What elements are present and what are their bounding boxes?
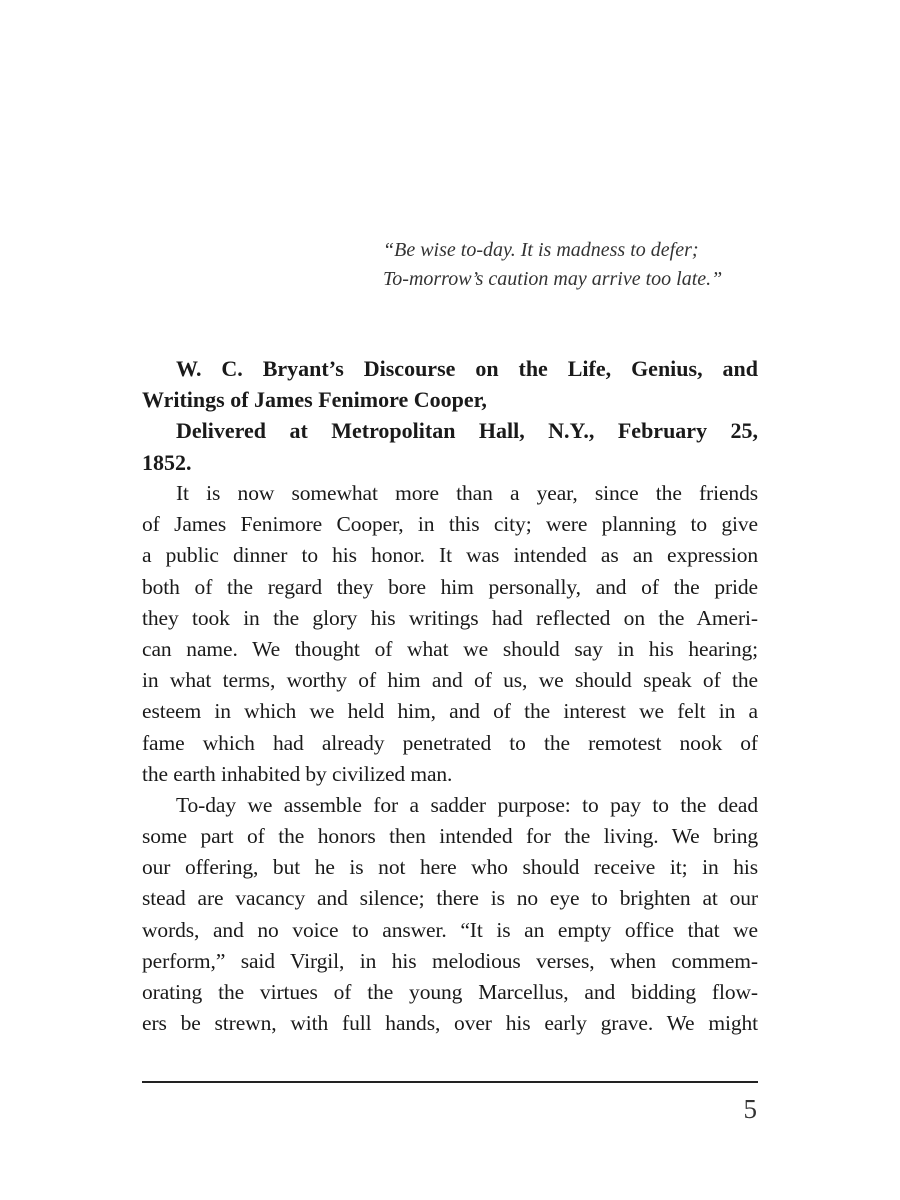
- paragraph-line: esteem in which we held him, and of the interest we felt in a: [142, 699, 758, 724]
- paragraph-line: stead are vacancy and silence; there is no eye to brighten at our: [142, 886, 758, 911]
- paragraph-line: the earth inhabited by civilized man.: [142, 761, 453, 786]
- footer-rule: [142, 1081, 758, 1083]
- paragraph-line: in what terms, worthy of him and of us, we should speak of the: [142, 668, 758, 693]
- paragraph-line: both of the regard they bore him personally, and of the pride: [142, 574, 758, 599]
- paragraph: [142, 790, 758, 1040]
- paragraph-line: of James Fenimore Cooper, in this city; were planning to give: [142, 512, 758, 537]
- paragraph-line: words, and no voice to answer. “It is an empty office that we: [142, 917, 758, 942]
- paragraph-line: To-day we assemble for a sadder purpose: to pay to the dead: [176, 792, 758, 817]
- title-line: W. C. Bryant’s Discourse on the Life, Genius, and: [176, 356, 758, 381]
- paragraph-line: our offering, but he is not here who should receive it; in his: [142, 855, 758, 880]
- epigraph-line: “Be wise to-day. It is madness to defer;: [383, 239, 699, 261]
- epigraph-line: To-morrow’s caution may arrive too late.”: [383, 268, 723, 290]
- paragraph-line: a public dinner to his honor. It was intended as an expression: [142, 543, 758, 568]
- paragraph-line: perform,” said Virgil, in his melodious verses, when commem-: [142, 948, 758, 973]
- paragraph-line: orating the virtues of the young Marcellus, and bidding flow-: [142, 980, 758, 1004]
- paragraph-line: can name. We thought of what we should say in his hearing;: [142, 636, 758, 661]
- epigraph: [383, 236, 722, 294]
- title-line: Delivered at Metropolitan Hall, N.Y., February 25,: [176, 418, 758, 444]
- paragraph-line: ers be strewn, with full hands, over his early grave. We might: [142, 1011, 758, 1036]
- paragraph-line: It is now somewhat more than a year, since the friends: [176, 481, 758, 505]
- title-line: Writings of James Fenimore Cooper,: [142, 387, 487, 413]
- paragraph-line: fame which had already penetrated to the remotest nook of: [142, 730, 758, 755]
- title-line: 1852.: [142, 449, 192, 475]
- paragraph: [142, 478, 758, 790]
- body-text: [142, 478, 758, 1039]
- page-number: 5: [743, 1094, 757, 1124]
- paragraph-line: they took in the glory his writings had reflected on the Ameri-: [142, 605, 758, 630]
- paragraph-line: some part of the honors then intended for the living. We bring: [142, 824, 758, 849]
- chapter-title: [142, 353, 758, 478]
